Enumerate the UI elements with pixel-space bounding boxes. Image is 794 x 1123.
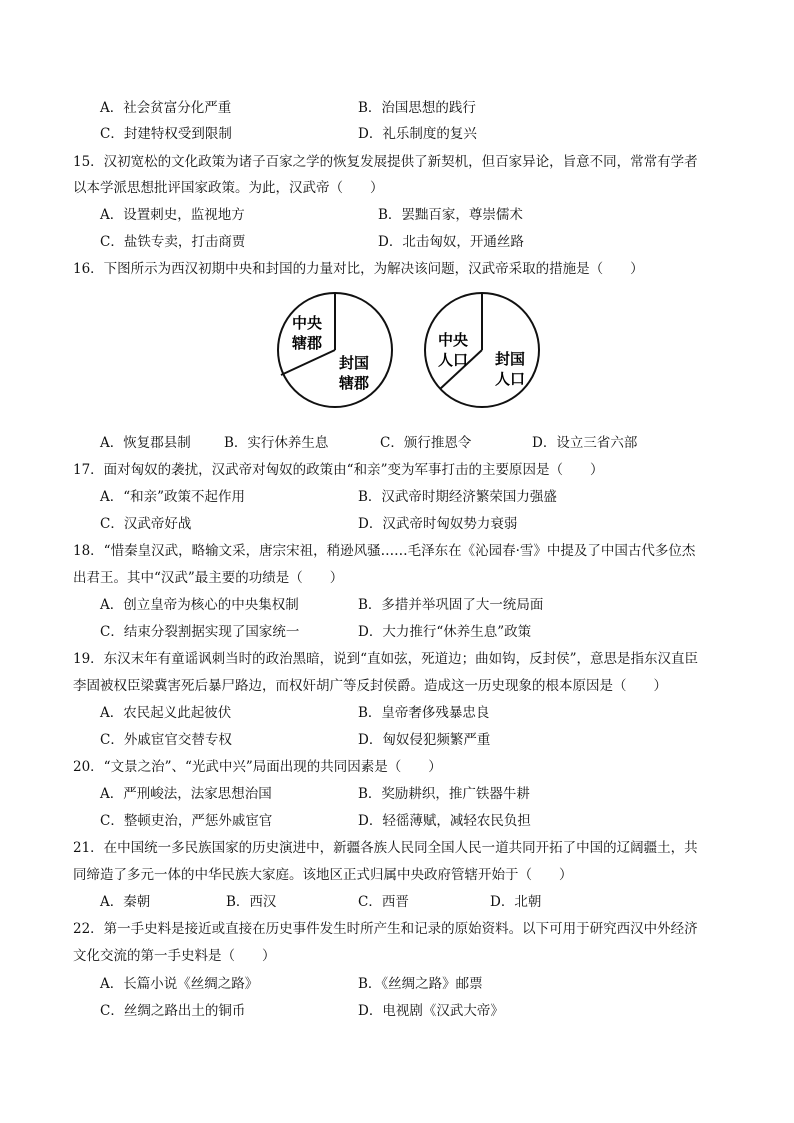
pie2-feudal-label-1: 封国: [494, 350, 526, 368]
q20-option-c: C．整顿吏治，严惩外戚宦官: [100, 813, 273, 829]
q17-option-d: D．汉武帝时匈奴势力衰弱: [358, 516, 518, 532]
q19-option-a: A．农民起义此起彼伏: [100, 705, 232, 721]
pie1-central-label-2: 辖郡: [291, 334, 323, 352]
q22-option-c: C．丝绸之路出土的铜币: [100, 1003, 246, 1019]
q21-option-b: B．西汉: [226, 894, 277, 910]
pie1-feudal-label-2: 辖郡: [338, 374, 370, 392]
q21-option-a: A．秦朝: [100, 894, 151, 910]
q18-option-d: D．大力推行“休养生息”政策: [358, 624, 532, 640]
q16-option-b: B．实行休养生息: [224, 435, 329, 451]
q15-stem-line2: 以本学派思想批评国家政策。为此，汉武帝（ ）: [73, 180, 384, 196]
q16-option-c: C．颁行推恩令: [380, 435, 472, 451]
q19-option-b: B．皇帝奢侈残暴忠良: [358, 705, 490, 721]
q22-stem-line1: 22．第一手史料是接近或直接在历史事件发生时所产生和记录的原始资料。以下可用于研究西汉中外经济: [73, 921, 698, 937]
q20-stem-line1: 20．“文景之治”、“光武中兴”局面出现的共同因素是（ ）: [73, 759, 442, 775]
q22-option-a: A．长篇小说《丝绸之路》: [100, 976, 259, 992]
pie2-central-label-1: 中央: [437, 331, 469, 349]
q14-option-c: C．封建特权受到限制: [100, 126, 232, 142]
pie1-feudal-label-1: 封国: [338, 354, 370, 372]
q21-option-c: C．西晋: [358, 894, 409, 910]
q18-option-c: C．结束分裂割据实现了国家统一: [100, 624, 300, 640]
q14-option-d: D．礼乐制度的复兴: [358, 126, 477, 142]
q16-stem-line1: 16．下图所示为西汉初期中央和封国的力量对比，为解决该问题，汉武帝采取的措施是（ ）: [73, 261, 644, 277]
q18-stem-line1: 18．“惜秦皇汉武，略输文采，唐宗宋祖，稍逊风骚……毛泽东在《沁园春·雪》中提及了中国古代多位杰: [73, 543, 696, 559]
q19-stem-line2: 李固被权臣梁冀害死后暴尸路边，而权奸胡广等反封侯爵。造成这一历史现象的根本原因是（ ）: [73, 678, 667, 694]
q21-stem-line2: 同缔造了多元一体的中华民族大家庭。该地区正式归属中央政府管辖开始于（ ）: [73, 867, 573, 883]
q15-stem-line1: 15．汉初宽松的文化政策为诸子百家之学的恢复发展提供了新契机，但百家异论，旨意不同，常常有学者: [73, 154, 698, 170]
q22-option-d: D．电视剧《汉武大帝》: [358, 1003, 504, 1019]
pie-population: [425, 293, 539, 407]
q15-option-c: C．盐铁专卖，打击商贾: [100, 234, 246, 250]
q16-option-a: A．恢复郡县制: [100, 435, 191, 451]
pie2-central-label-2: 人口: [437, 351, 469, 369]
pie-commanderies: [278, 293, 392, 407]
q14-option-b: B．治国思想的践行: [358, 100, 476, 116]
q17-stem-line1: 17．面对匈奴的袭扰，汉武帝对匈奴的政策由“和亲”变为军事打击的主要原因是（ ）: [73, 462, 604, 478]
q17-option-b: B．汉武帝时期经济繁荣国力强盛: [358, 489, 557, 505]
q17-option-a: A．“和亲”政策不起作用: [100, 489, 246, 505]
q18-stem-line2: 出君王。其中“汉武”最主要的功绩是（ ）: [73, 570, 344, 586]
q15-option-a: A．设置刺史，监视地方: [100, 207, 245, 223]
q14-option-a: A．社会贫富分化严重: [100, 100, 232, 116]
q22-stem-line2: 文化交流的第一手史料是（ ）: [73, 948, 276, 964]
q15-option-b: B．罢黜百家，尊崇儒术: [378, 207, 523, 223]
pie1-central-label-1: 中央: [291, 314, 323, 332]
q21-option-d: D．北朝: [490, 894, 542, 910]
q16-option-d: D．设立三省六部: [532, 435, 638, 451]
q15-option-d: D．北击匈奴，开通丝路: [378, 234, 524, 250]
q20-option-a: A．严刑峻法，法家思想治国: [100, 786, 272, 802]
q18-option-a: A．创立皇帝为核心的中央集权制: [100, 597, 299, 613]
q19-stem-line1: 19．东汉末年有童谣讽刺当时的政治黑暗，说到“直如弦，死道边；曲如钩，反封侯”，意思是指东汉直臣: [73, 651, 698, 667]
q20-option-d: D．轻徭薄赋，减轻农民负担: [358, 813, 531, 829]
q19-option-c: C．外戚宦官交替专权: [100, 732, 232, 748]
q19-option-d: D．匈奴侵犯频繁严重: [358, 732, 491, 748]
q16-pie-diagrams: [260, 288, 560, 416]
q18-option-b: B．多措并举巩固了大一统局面: [358, 597, 544, 613]
q22-option-b: B．《丝绸之路》邮票: [358, 976, 483, 992]
pie2-feudal-label-2: 人口: [494, 370, 526, 388]
q17-option-c: C．汉武帝好战: [100, 516, 192, 532]
q21-stem-line1: 21．在中国统一多民族国家的历史演进中，新疆各族人民同全国人民一道共同开拓了中国的辽阔疆土，共: [73, 840, 698, 856]
q20-option-b: B．奖励耕织，推广铁器牛耕: [358, 786, 530, 802]
